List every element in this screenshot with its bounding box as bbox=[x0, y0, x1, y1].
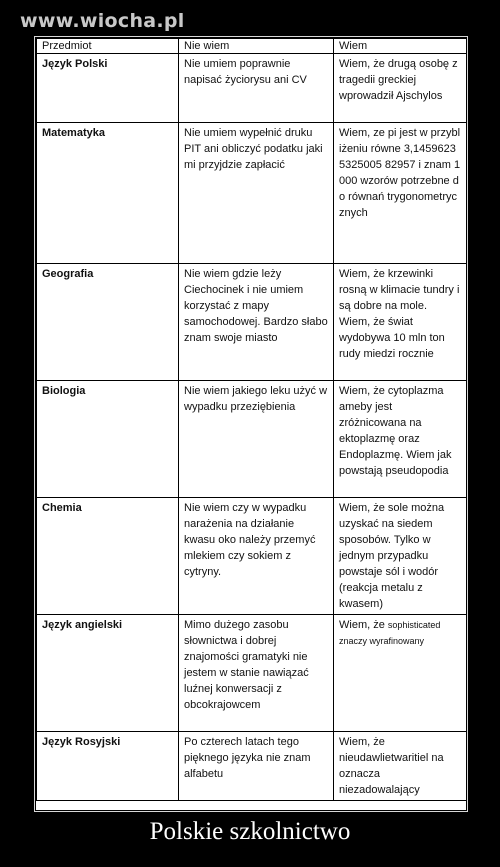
table-row bbox=[37, 123, 467, 264]
subject-cell: Biologia bbox=[37, 381, 179, 498]
know-cell: Wiem, że nieudawlietwaritiel na oznacza niezadowalający bbox=[334, 732, 467, 801]
dont-know-cell: Po czterech latach tego pięknego języka nie znam alfabetu bbox=[179, 732, 334, 801]
table-row bbox=[37, 615, 467, 732]
know-cell bbox=[334, 615, 467, 732]
dont-know-cell: Nie umiem poprawnie napisać życiorysu ani CV bbox=[179, 54, 334, 123]
header-dont-know: Nie wiem bbox=[179, 39, 334, 54]
table-row bbox=[37, 381, 467, 498]
comparison-table bbox=[36, 38, 466, 801]
header-subject: Przedmiot bbox=[37, 39, 179, 54]
dont-know-cell: Nie wiem gdzie leży Ciechocinek i nie umiem korzystać z mapy samochodowej. Bardzo słabo znam swoje miasto bbox=[179, 264, 334, 381]
subject-cell: Język Polski bbox=[37, 54, 179, 123]
dont-know-cell: Mimo dużego zasobu słownictwa i dobrej znajomości gramatyki nie jestem w stanie nawiązać luźnej konwersacji z obcokrajowcem bbox=[179, 615, 334, 732]
table-row bbox=[37, 54, 467, 123]
know-cell: Wiem, że krzewinki rosną w klimacie tundry i są dobre na mole. Wiem, że świat wydobywa 10 mln ton rudy miedzi rocznie bbox=[334, 264, 467, 381]
subject-cell: Język Rosyjski bbox=[37, 732, 179, 801]
know-text: Wiem, że bbox=[339, 619, 385, 631]
table-row bbox=[37, 732, 467, 801]
dont-know-cell: Nie umiem wypełnić druku PIT ani obliczyć podatku jaki mi przyjdzie zapłacić bbox=[179, 123, 334, 264]
poster-caption: Polskie szkolnictwo bbox=[149, 818, 351, 845]
subject-cell: Język angielski bbox=[37, 615, 179, 732]
subject-cell: Matematyka bbox=[37, 123, 179, 264]
table-image bbox=[36, 38, 466, 810]
watermark: www.wiocha.pl bbox=[20, 10, 185, 32]
know-cell: Wiem, że sole można uzyskać na siedem sposobów. Tylko w jednym przypadku powstaje sól i wodór (reakcja metalu z kwasem) bbox=[334, 498, 467, 615]
header-know: Wiem bbox=[334, 39, 467, 54]
know-cell: Wiem, ze pi jest w przybliżeniu równe 3,14596235325005 82957 i znam 1000 wzorów potrzebne do równań trygonometrycznych bbox=[334, 123, 467, 264]
dont-know-cell: Nie wiem czy w wypadku narażenia na działanie kwasu oko należy przemyć mlekiem czy sokiem z cytryny. bbox=[179, 498, 334, 615]
subject-cell: Geografia bbox=[37, 264, 179, 381]
know-small-text: sophisticated znaczy wyrafinowany bbox=[339, 620, 441, 646]
table-row bbox=[37, 498, 467, 615]
know-cell: Wiem, że drugą osobę z tragedii greckiej wprowadził Ajschylos bbox=[334, 54, 467, 123]
know-cell: Wiem, że cytoplazma ameby jest zróżnicowana na ektoplazmę oraz Endoplazmę. Wiem jak powstają pseudopodia bbox=[334, 381, 467, 498]
dont-know-cell: Nie wiem jakiego leku użyć w wypadku przeziębienia bbox=[179, 381, 334, 498]
table-header-row bbox=[37, 39, 467, 54]
table-row bbox=[37, 264, 467, 381]
subject-cell: Chemia bbox=[37, 498, 179, 615]
